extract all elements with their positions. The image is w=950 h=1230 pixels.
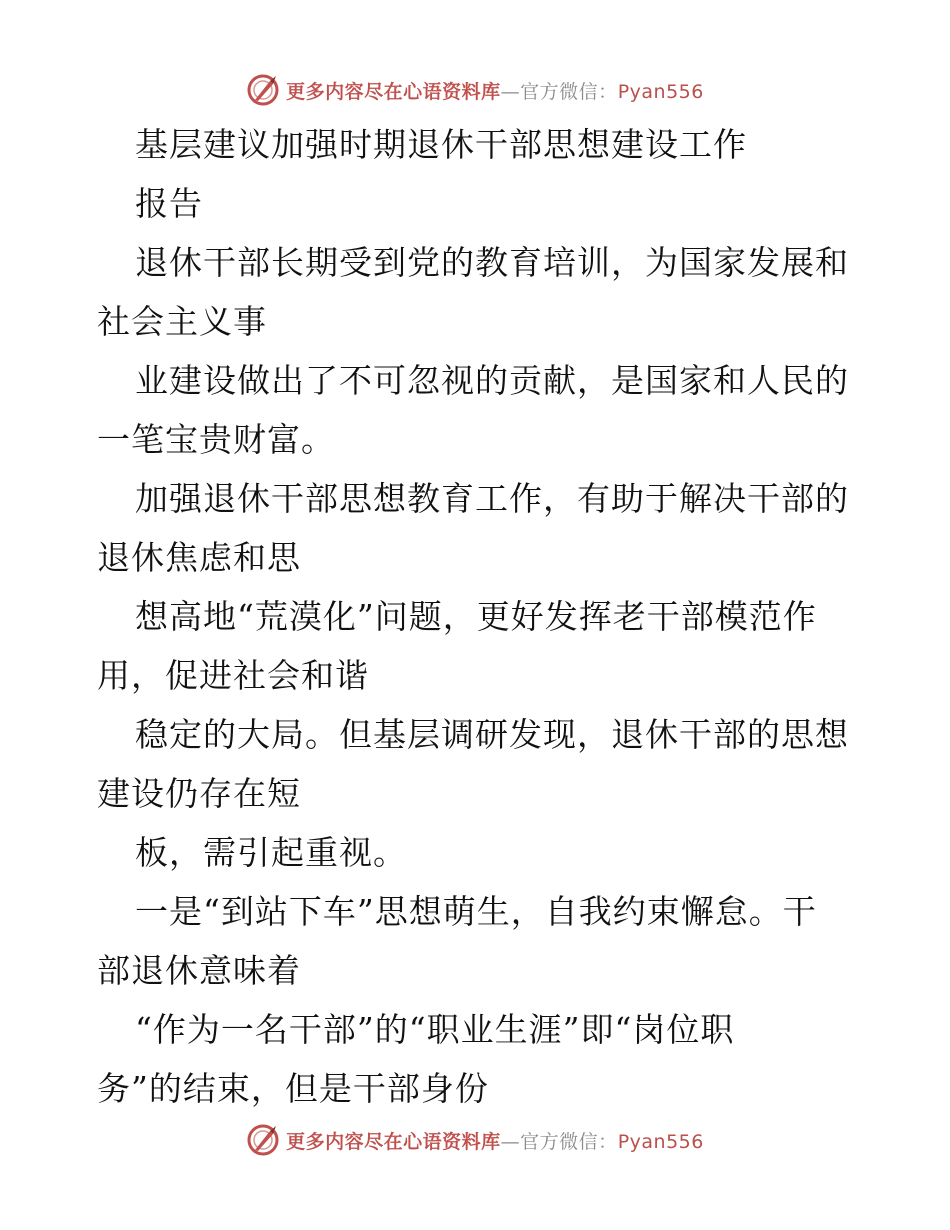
footer-banner bbox=[0, 1120, 950, 1160]
paragraph-line: 一笔宝贵财富。 bbox=[97, 420, 335, 459]
paragraph-line: 业建设做出了不可忽视的贡献，是国家和人民的 bbox=[135, 361, 849, 400]
paragraph-line: 建设仍存在短 bbox=[97, 774, 301, 813]
banner-brand: 更多内容尽在心语资料库 bbox=[286, 1130, 501, 1153]
paragraph-line: 一是“到站下车”思想萌生，自我约束懈怠。干 bbox=[135, 892, 817, 931]
paragraph-line: 稳定的大局。但基层调研发现，退休干部的思想 bbox=[135, 715, 849, 754]
paragraph-line: 务”的结束，但是干部身份 bbox=[97, 1069, 489, 1108]
paragraph-line: 想高地“荒漠化”问题，更好发挥老干部模范作 bbox=[135, 597, 817, 636]
banner-text bbox=[286, 77, 704, 104]
document-body bbox=[97, 115, 857, 1118]
banner-brand: 更多内容尽在心语资料库 bbox=[286, 80, 501, 103]
paragraph-line: “作为一名干部”的“职业生涯”即“岗位职 bbox=[135, 1010, 735, 1049]
paragraph-line: 退休干部长期受到党的教育培训，为国家发展和 bbox=[135, 243, 849, 282]
banner-separator: — bbox=[500, 80, 521, 103]
paragraph-line: 用，促进社会和谐 bbox=[97, 656, 369, 695]
banner-wechat-id: Pyan556 bbox=[617, 80, 704, 103]
paragraph-line: 部退休意味着 bbox=[97, 951, 301, 990]
paragraph-line: 板，需引起重视。 bbox=[135, 833, 407, 872]
document-title-line-1: 基层建议加强时期退休干部思想建设工作 bbox=[135, 125, 747, 164]
banner-wechat-label: 官方微信： bbox=[520, 80, 618, 103]
paragraph-line: 社会主义事 bbox=[97, 302, 267, 341]
paragraph-line: 加强退休干部思想教育工作，有助于解决干部的 bbox=[135, 479, 849, 518]
quill-pen-logo-icon bbox=[246, 1123, 280, 1157]
quill-pen-logo-icon bbox=[246, 73, 280, 107]
paragraph-line: 退休焦虑和思 bbox=[97, 538, 301, 577]
header-banner bbox=[0, 70, 950, 110]
banner-separator: — bbox=[500, 1130, 521, 1153]
banner-wechat-label: 官方微信： bbox=[520, 1130, 618, 1153]
banner-wechat-id: Pyan556 bbox=[617, 1130, 704, 1153]
banner-text bbox=[286, 1127, 704, 1154]
document-title-line-2: 报告 bbox=[135, 184, 203, 223]
